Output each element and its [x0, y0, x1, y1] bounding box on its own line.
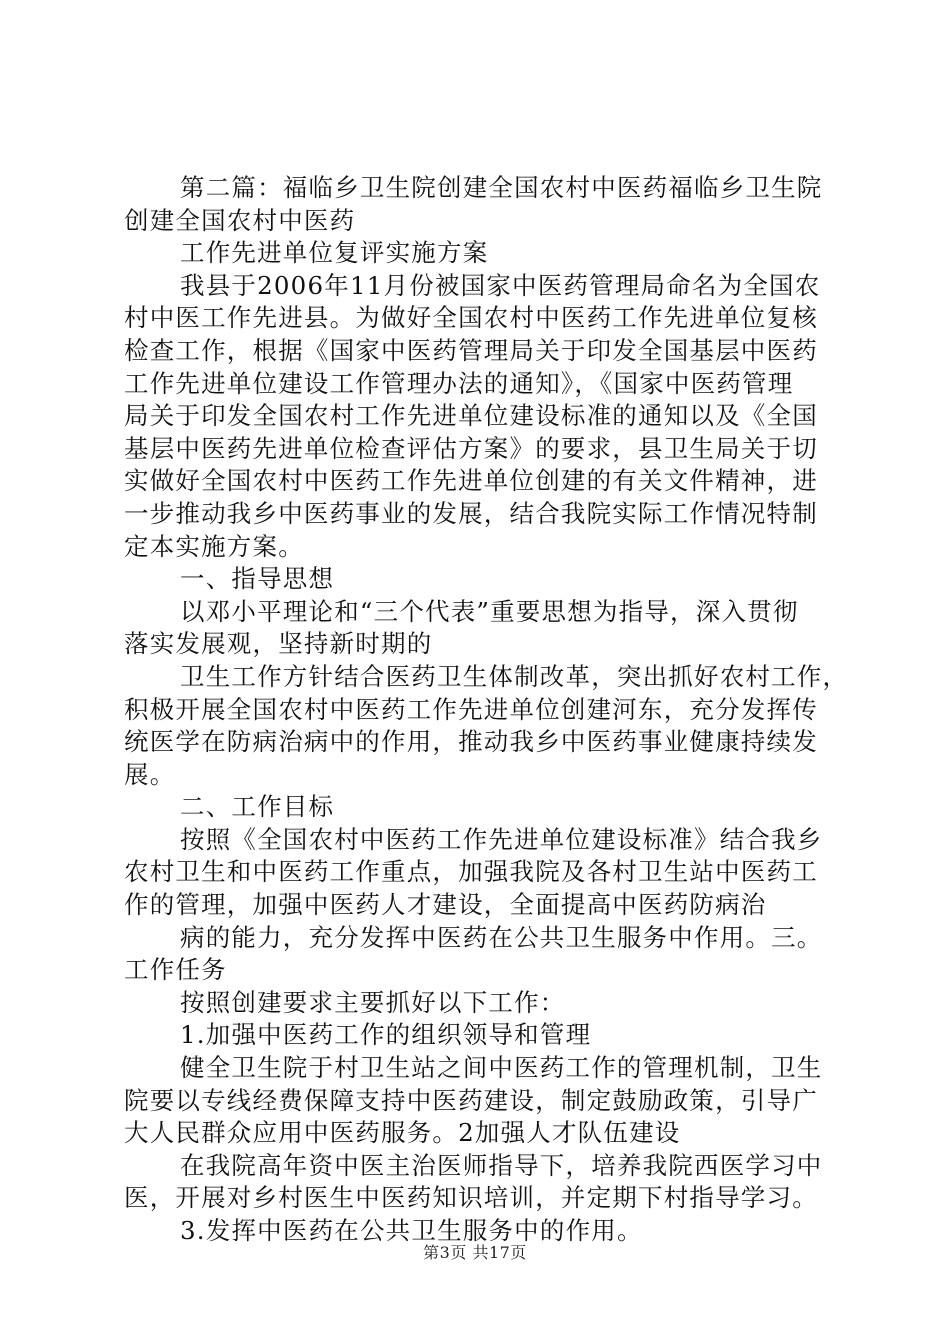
text-line: 院要以专线经费保障支持中医药建设，制定鼓励政策，引导广 — [124, 1085, 818, 1115]
text-line: 检查工作，根据《国家中医药管理局关于印发全国基层中医药 — [124, 335, 818, 365]
text-line: 按照《全国农村中医药工作先进单位建设标准》结合我乡 — [180, 824, 823, 854]
text-line: 落实发展观，坚持新时期的 — [124, 629, 433, 659]
text-line: 按照创建要求主要抓好以下工作： — [180, 987, 566, 1017]
text-line: 病的能力，充分发挥中医药在公共卫生服务中作用。三。 — [180, 922, 823, 952]
text-line: 工作任务 — [124, 955, 227, 985]
text-line: 二、工作目标 — [180, 792, 335, 822]
page-footer: 第3页 共17页 — [423, 1243, 527, 1262]
text-line: 我县于2006年11月份被国家中医药管理局命名为全国农 — [180, 270, 821, 300]
text-line: 局关于印发全国农村工作先进单位建设标准的通知以及《全国 — [124, 401, 818, 431]
text-line: 工作先进单位建设工作管理办法的通知》，《国家中医药管理 — [124, 368, 794, 398]
text-line: 大人民群众应用中医药服务。2加强人才队伍建设 — [124, 1118, 681, 1148]
text-line: 展。 — [124, 759, 176, 789]
text-line: 实做好全国农村中医药工作先进单位创建的有关文件精神，进 — [124, 466, 818, 496]
text-line: 定本实施方案。 — [124, 531, 304, 561]
text-line: 第二篇：福临乡卫生院创建全国农村中医药福临乡卫生院 — [180, 173, 823, 202]
text-line: 以邓小平理论和“三个代表”重要思想为指导，深入贯彻 — [180, 596, 799, 626]
text-line: 一、指导思想 — [180, 564, 335, 594]
text-line: 基层中医药先进单位检查评估方案》的要求，县卫生局关于切 — [124, 433, 818, 463]
text-line: 统医学在防病治病中的作用，推动我乡中医药事业健康持续发 — [124, 727, 818, 757]
text-line: 健全卫生院于村卫生站之间中医药工作的管理机制，卫生 — [180, 1053, 823, 1083]
text-line: 积极开展全国农村中医药工作先进单位创建河东，充分发挥传 — [124, 694, 818, 724]
text-line: 一步推动我乡中医药事业的发展，结合我院实际工作情况特制 — [124, 498, 818, 528]
text-line: 卫生工作方针结合医药卫生体制改革，突出抓好农村工作， — [180, 661, 849, 691]
text-line: 1.加强中医药工作的组织领导和管理 — [180, 1020, 592, 1050]
text-line: 创建全国农村中医药 — [124, 205, 356, 235]
text-line: 3.发挥中医药在公共卫生服务中的作用。 — [180, 1216, 643, 1245]
text-line: 在我院高年资中医主治医师指导下，培养我院西医学习中 — [180, 1150, 823, 1180]
text-line: 工作先进单位复评实施方案 — [180, 238, 489, 268]
text-line: 村中医工作先进县。为做好全国农村中医药工作先进单位复核 — [124, 303, 818, 333]
text-line: 农村卫生和中医药工作重点，加强我院及各村卫生站中医药工 — [124, 857, 818, 887]
text-line: 医，开展对乡村医生中医药知识培训，并定期下村指导学习。 — [124, 1183, 818, 1213]
document-body — [124, 172, 849, 1248]
text-line: 作的管理，加强中医药人才建设，全面提高中医药防病治 — [124, 890, 767, 920]
